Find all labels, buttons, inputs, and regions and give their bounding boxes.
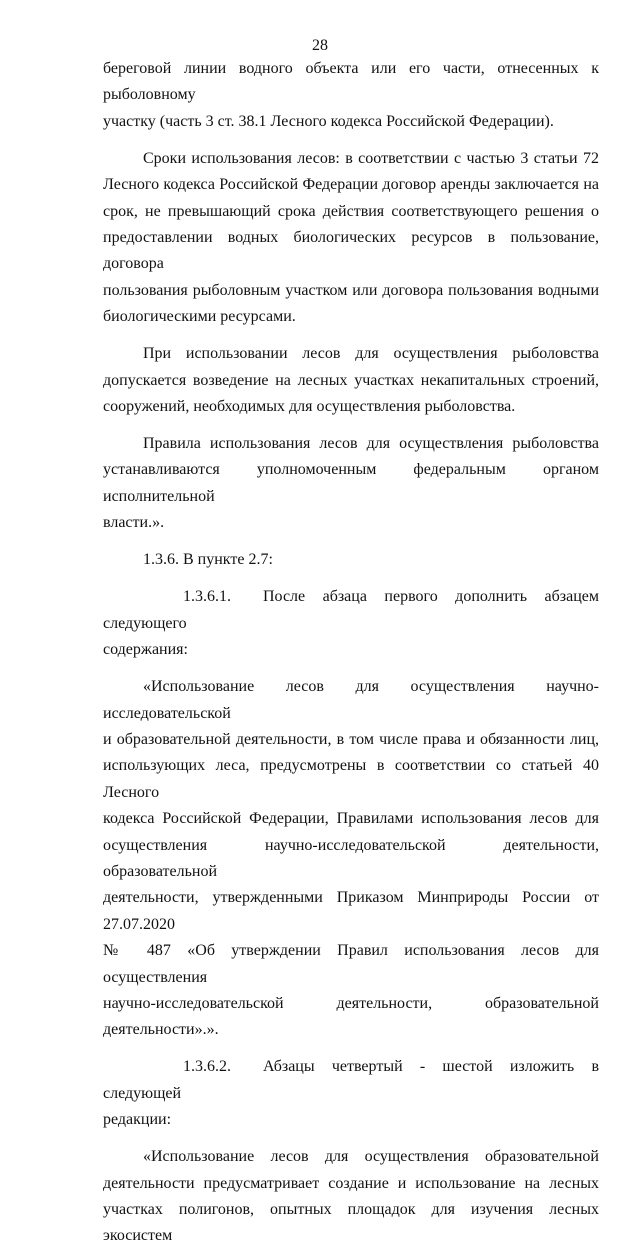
text-line: «Использование лесов для осуществления образовательной — [143, 1148, 599, 1166]
text-line — [103, 1054, 599, 1107]
paragraph — [103, 1144, 599, 1250]
text-line: Лесного кодекса Российской Федерации договор аренды заключается на — [103, 176, 599, 194]
text-line: власти.». — [103, 514, 165, 532]
text-line: «Использование лесов для осуществления научно-исследовательской — [103, 678, 599, 722]
paragraph — [103, 341, 599, 420]
text-line: № 487 «Об утверждении Правил использования лесов для осуществления — [103, 942, 599, 986]
text-line: сооружений, необходимых для осуществления рыболовства. — [103, 398, 516, 416]
text-line: участку (часть 3 ст. 38.1 Лесного кодекса Российской Федерации). — [103, 112, 554, 130]
text-line: допускается возведение на лесных участках некапитальных строений, — [103, 371, 599, 389]
paragraph — [103, 547, 599, 573]
text-line: предоставлении водных биологических ресурсов в пользование, договора — [103, 229, 599, 273]
text-line: срок, не превышающий срока действия соответствующего решения о — [103, 202, 599, 220]
text-line: кодекса Российской Федерации, Правилами использования лесов для — [103, 810, 599, 828]
text-line: устанавливаются уполномоченным федеральным органом исполнительной — [103, 461, 599, 505]
text-line — [103, 584, 599, 637]
paragraph — [103, 674, 599, 1044]
text-line: редакции: — [103, 1111, 172, 1129]
text-line: деятельности предусматривает создание и использование на лесных — [103, 1174, 599, 1192]
paragraph — [103, 56, 599, 135]
document-body — [103, 56, 599, 1250]
paragraph — [103, 584, 599, 663]
text-line: использующих леса, предусмотрены в соответствии со статьей 40 Лесного — [103, 757, 599, 801]
text-line: пользования рыболовным участком или договора пользования водными — [103, 281, 599, 299]
text-line: и образовательной деятельности, в том числе права и обязанности лиц, — [103, 730, 599, 748]
item-number: 1.3.6.2. — [183, 1058, 231, 1076]
text-line: береговой линии водного объекта или его части, отнесенных к рыболовному — [103, 60, 599, 104]
text-line: научно-исследовательской деятельности, образовательной деятельности».». — [103, 994, 599, 1039]
item-number: 1.3.6.1. — [183, 588, 231, 606]
text-line: При использовании лесов для осуществления рыболовства — [143, 345, 599, 363]
paragraph — [103, 146, 599, 331]
paragraph — [103, 431, 599, 537]
text-line: деятельности, утвержденными Приказом Минприроды России от 27.07.2020 — [103, 889, 599, 933]
page-number: 28 — [312, 37, 328, 54]
text-line: Сроки использования лесов: в соответствии с частью 3 статьи 72 — [143, 149, 599, 167]
section-heading: 1.3.6. В пункте 2.7: — [143, 551, 273, 569]
text-line: биологическими ресурсами. — [103, 308, 296, 326]
text-fragment: Абзацы четвертый - шестой изложить в следующей — [103, 1058, 599, 1102]
text-line: Правила использования лесов для осуществления рыболовства — [143, 435, 599, 453]
text-line: участках полигонов, опытных площадок для изучения лесных экосистем — [103, 1201, 599, 1245]
text-line: содержания: — [103, 641, 188, 659]
text-fragment: После абзаца первого дополнить абзацем следующего — [103, 588, 599, 632]
paragraph — [103, 1054, 599, 1133]
text-line: осуществления научно-исследовательской деятельности, образовательной — [103, 836, 599, 880]
